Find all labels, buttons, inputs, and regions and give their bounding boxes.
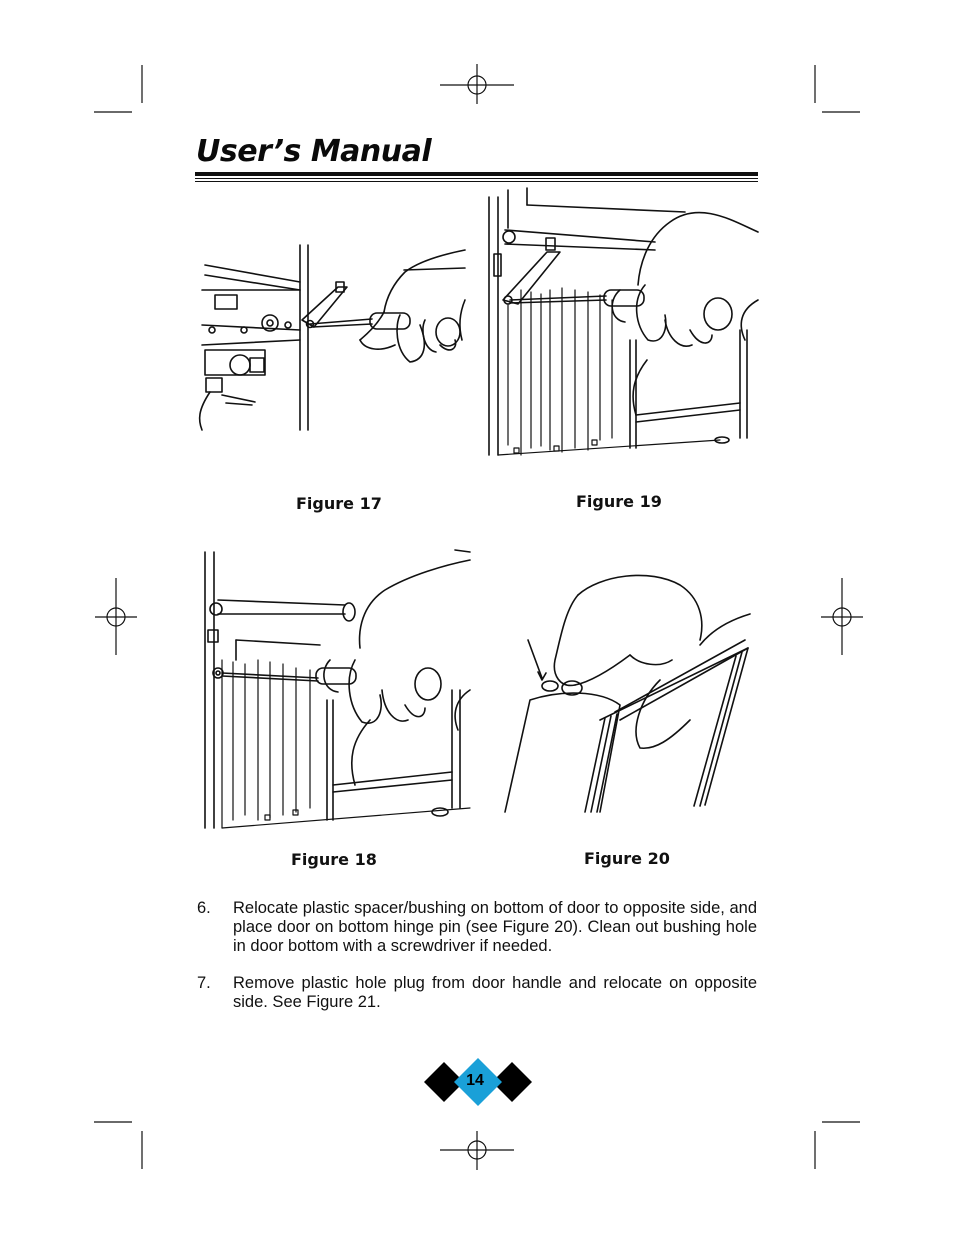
figure-19-caption: Figure 19 (576, 492, 662, 511)
figure-18-caption: Figure 18 (291, 850, 377, 869)
step-7 (197, 974, 757, 1012)
figure-20-illustration (505, 575, 750, 812)
step-7-number: 7. (197, 974, 211, 992)
step-6-text: Relocate plastic spacer/bushing on bottom of door to opposite side, and place door on bottom hinge pin (see Figure 20). Clean out bushing hole in door bottom with a screwdriver if needed. (233, 899, 757, 955)
step-6-number: 6. (197, 899, 211, 917)
figure-19-illustration (489, 188, 758, 455)
figure-18-illustration (205, 550, 470, 828)
step-6 (197, 899, 757, 956)
page-number: 14 (466, 1072, 484, 1089)
step-7-text: Remove plastic hole plug from door handle and relocate on opposite side. See Figure 21. (233, 974, 757, 1011)
figure-20-caption: Figure 20 (584, 849, 670, 868)
page-title: User’s Manual (196, 134, 432, 169)
figure-17-illustration (200, 245, 465, 430)
figure-17-caption: Figure 17 (296, 494, 382, 513)
